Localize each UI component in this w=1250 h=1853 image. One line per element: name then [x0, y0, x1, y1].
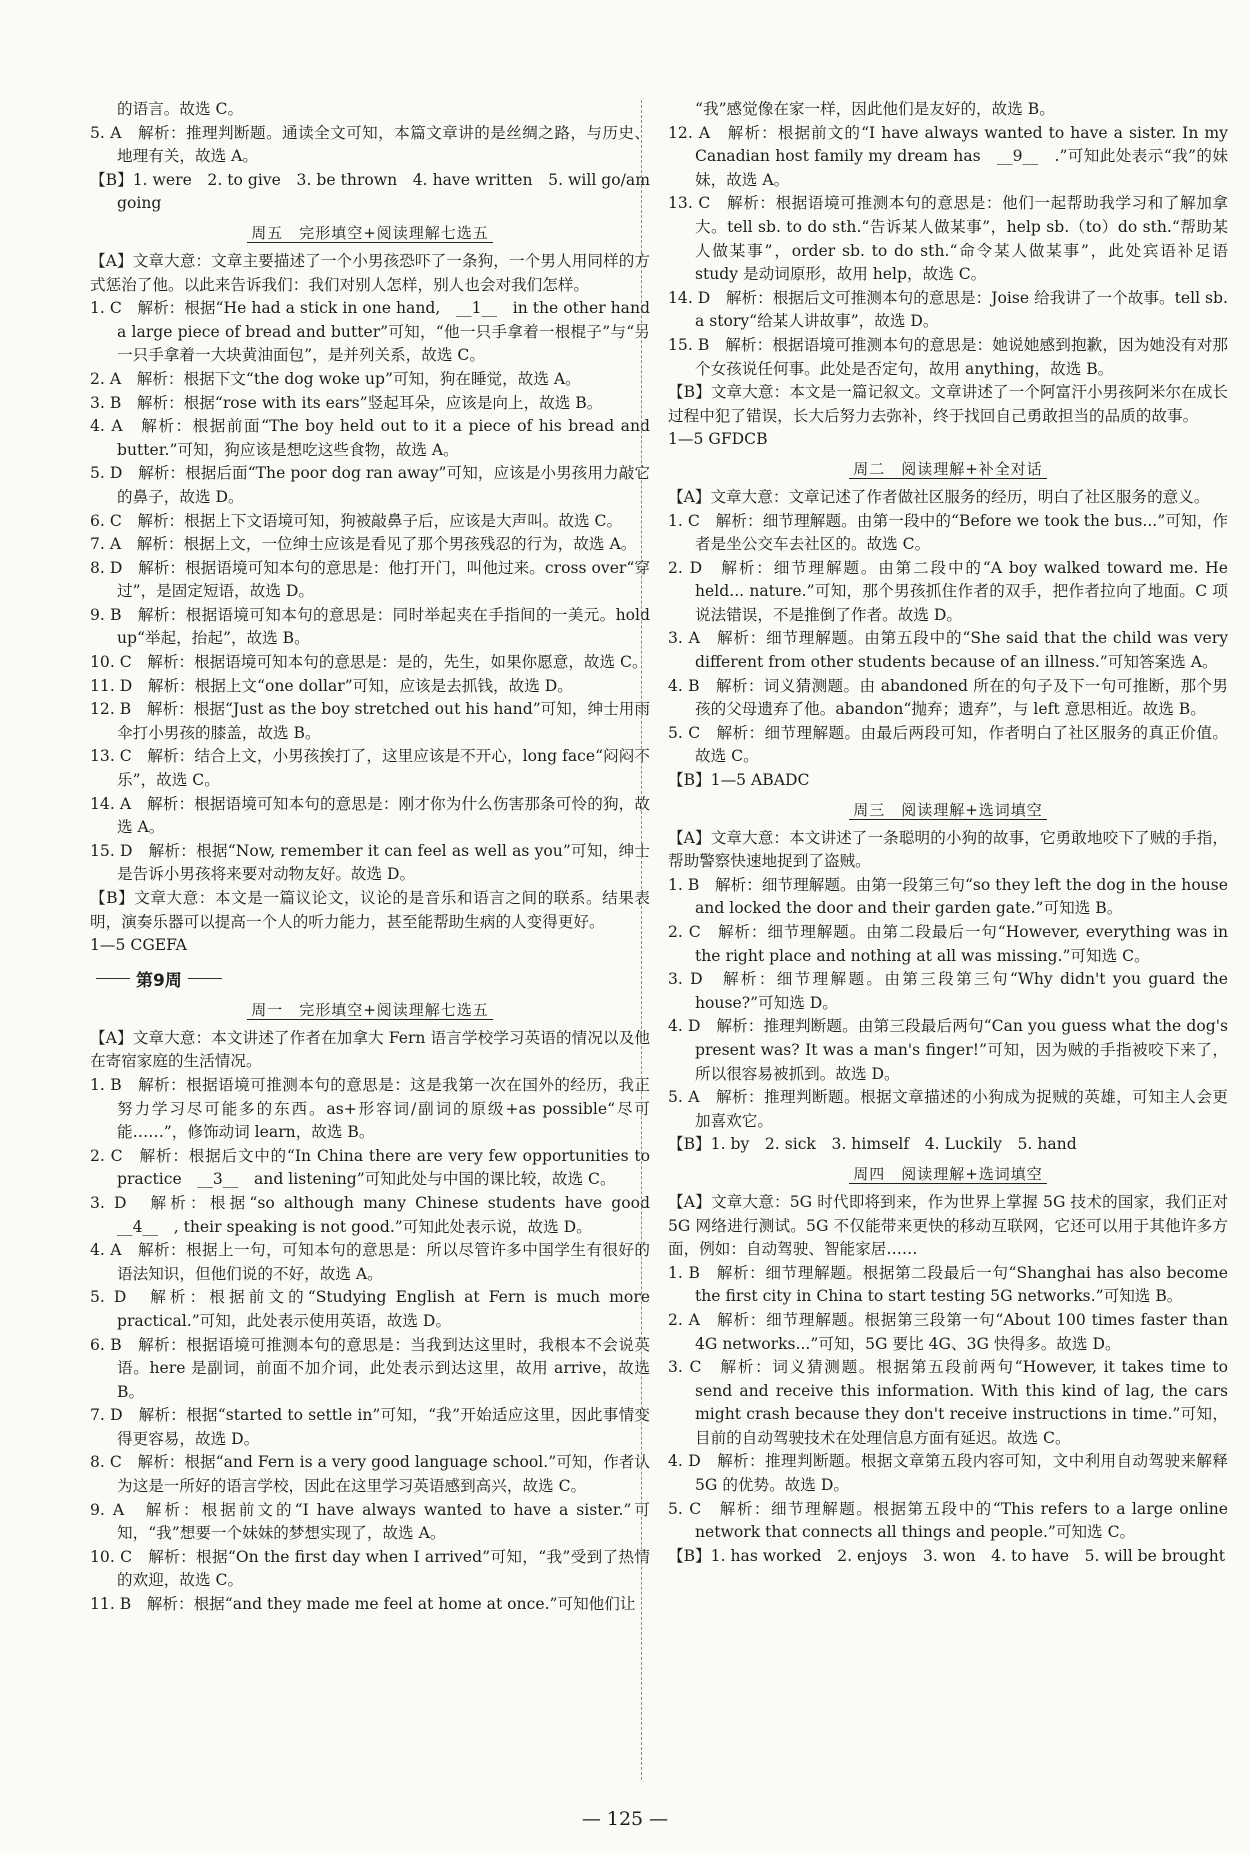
answer-section-b: 【B】1—5 ABADC: [668, 771, 810, 790]
answer-line: “我”感觉像在家一样，因此他们是友好的，故选 B。: [695, 100, 1055, 118]
section-heading: 周一 完形填空+阅读理解七选五: [90, 997, 650, 1023]
answer-item: 9. B 解析：根据语境可知本句的意思是：同时举起夹在手指间的一美元。hold up“举起，抬起”，故选 B。: [90, 605, 650, 648]
answer-item: 5. C 解析：细节理解题。由最后两段可知，作者明白了社区服务的真正价值。故选 C。: [668, 723, 1228, 766]
answer-section-b: 【B】1. were 2. to give 3. be thrown 4. have written 5. will go/am going: [90, 170, 650, 213]
section-heading: 周三 阅读理解+选词填空: [668, 797, 1228, 823]
answer-item: 4. A 解析：根据上一句，可知本句的意思是：所以尽管许多中国学生有很好的语法知识，但他们说的不好，故选 A。: [90, 1241, 650, 1283]
section-heading: 周四 阅读理解+选词填空: [668, 1161, 1228, 1187]
answer-item: 1. C 解析：根据“He had a stick in one hand, __1__ in the other hand a large piece of bread and butter”可知，“他一只手拿着一根棍子”与“另一只手拿着一大块黄油面包”，是并列关系，故选 C。: [90, 299, 650, 365]
answer-item: 10. C 解析：根据“On the first day when I arrived”可知，“我”受到了热情的欢迎，故选 C。: [90, 1547, 650, 1590]
answer-item: 1. C 解析：细节理解题。由第一段中的“Before we took the bus...”可知，作者是坐公交车去社区的。故选 C。: [668, 511, 1228, 554]
answer-section-b: 【B】1. has worked 2. enjoys 3. won 4. to have 5. will be brought: [668, 1546, 1226, 1565]
answer-item: 3. D 解析：根据“so although many Chinese students have good __4__ , their speaking is not good.”可知此处表示说，故选 D。: [90, 1193, 666, 1236]
answer-item: 1. B 解析：根据语境可推测本句的意思是：这是我第一次在国外的经历，我正努力学习尽可能多的东西。as+形容词/副词的原级+as possible“尽可能……”，修饰动词 learn，故选 B。: [90, 1075, 650, 1142]
answer-item: 4. D 解析：推理判断题。根据文章第五段内容可知，文中利用自动驾驶来解释 5G 的优势。故选 D。: [668, 1452, 1228, 1495]
answer-item: 2. C 解析：根据后文中的“In China there are very few opportunities to practice __3__ and listening”可知此处与中国的课比较，故选 C。: [90, 1146, 650, 1189]
answer-item: 2. D 解析：细节理解题。由第二段中的“A boy walked toward me. He held... nature.”可知，那个男孩抓住作者的双手，把作者拉向了地面。C 项说法错误，不是推倒了作者。故选 D。: [668, 558, 1228, 624]
answer-item: 4. D 解析：推理判断题。由第三段最后两句“Can you guess what the dog's present was? It was a man's finger!”可知，因为贼的手指被咬下来了，所以很容易被抓到。故选 D。: [668, 1017, 1228, 1083]
answer-item: 1. B 解析：细节理解题。由第一段第三句“so they left the dog in the house and locked the door and their garden gate.”可知选 B。: [668, 875, 1228, 918]
answer-item: 3. D 解析：细节理解题。由第三段第三句“Why didn't you guard the house?”可知选 D。: [668, 970, 1228, 1012]
answer-item: 5. A 解析：推理判断题。通读全文可知，本篇文章讲的是丝绸之路，与历史、地理有关，故选 A。: [90, 123, 650, 166]
page-number: — 125 —: [581, 1808, 669, 1830]
right-column: [668, 98, 1228, 1568]
summary-paragraph: 【B】文章大意：本文是一篇议论文，议论的是音乐和语言之间的联系。结果表明，演奏乐器可以提高一个人的听力能力，甚至能帮助生病的人变得更好。: [90, 889, 650, 931]
summary-paragraph: 【A】文章大意：本文讲述了作者在加拿大 Fern 语言学校学习英语的情况以及他在寄宿家庭的生活情况。: [90, 1028, 650, 1071]
week-label: 第9周: [136, 970, 182, 991]
answer-item: 6. B 解析：根据语境可推测本句的意思是：当我到达这里时，我根本不会说英语。here 是副词，前面不加介词，此处表示到达这里，故用 arrive，故选 B。: [90, 1335, 650, 1401]
answer-item: 8. C 解析：根据“and Fern is a very good language school.”可知，作者认为这是一所好的语言学校，因此在这里学习英语感到高兴，故选 C。: [90, 1453, 650, 1496]
week-heading: [90, 966, 650, 991]
answer-item: 13. C 解析：结合上文，小男孩挨打了，这里应该是不开心，long face“闷闷不乐”，故选 C。: [90, 747, 650, 790]
answer-item: 9. A 解析：根据前文的“I have always wanted to have a sister.”可知，“我”想要一个妹妹的梦想实现了，故选 A。: [90, 1500, 650, 1543]
answer-item: 14. A 解析：根据语境可知本句的意思是：刚才你为什么伤害那条可怜的狗，故选 A。: [90, 794, 650, 837]
answer-item: 2. C 解析：细节理解题。由第二段最后一句“However, everything was in the right place and nothing at all was missing.”可知选 C。: [668, 923, 1228, 965]
answer-item: 8. D 解析：根据语境可知本句的意思是：他打开门，叫他过来。cross over“穿过”，是固定短语，故选 D。: [90, 558, 650, 601]
answer-item: 1. B 解析：细节理解题。根据第二段最后一句“Shanghai has also become the first city in China to start testing 5G networks.”可知选 B。: [668, 1263, 1228, 1306]
answer-item: 2. A 解析：细节理解题。根据第三段第一句“About 100 times faster than 4G networks...”可知，5G 要比 4G、3G 快得多。故选 D。: [668, 1310, 1228, 1353]
answer-item: 5. C 解析：细节理解题。根据第五段中的“This refers to a large online network that connects all things and people.”可知选 C。: [668, 1499, 1228, 1542]
answer-item: 4. B 解析：词义猜测题。由 abandoned 所在的句子及下一句可推断，那个男孩的父母遗弃了他。abandon“抛弃；遗弃”，与 left 意思相近。故选 B。: [668, 676, 1228, 719]
answer-item: 3. C 解析：词义猜测题。根据第五段前两句“However, it takes time to send and receive this information. With this kind of lag, the cars might crash because they don't receive instructions in time.”可知，目前的自动驾驶技术在处理信息方面有延迟。故选 C。: [668, 1358, 1228, 1447]
answer-item: 11. B 解析：根据“and they made me feel at home at once.”可知他们让: [90, 1595, 636, 1614]
left-column: [90, 98, 666, 1617]
answer-item: 14. D 解析：根据后文可推测本句的意思是：Joise 给我讲了一个故事。tell sb. a story“给某人讲故事”，故选 D。: [668, 288, 1228, 331]
answer-item: 7. A 解析：根据上文，一位绅士应该是看见了那个男孩残忍的行为，故选 A。: [90, 535, 637, 554]
section-heading: 周五 完形填空+阅读理解七选五: [90, 220, 650, 246]
answer-item: 5. A 解析：推理判断题。根据文章描述的小狗成为捉贼的英雄，可知主人会更加喜欢它。: [668, 1088, 1228, 1130]
answer-item: 12. B 解析：根据“Just as the boy stretched out his hand”可知，绅士用雨伞打小男孩的膝盖，故选 B。: [90, 700, 650, 742]
answer-item: 13. C 解析：根据语境可推测本句的意思是：他们一起帮助我学习和了解加拿大。tell sb. to do sth.“告诉某人做某事”，help sb.（to）do sth.“帮助某人做某事”，order sb. to do sth.“命令某人做某事”，此处宾语补足语 study 是动词原形，故用 help，故选 C。: [668, 194, 1228, 284]
answer-item: 4. A 解析：根据前面“The boy held out to it a piece of his bread and butter.”可知，狗应该是想吃这些食物，故选 A。: [90, 417, 650, 459]
column-divider: [641, 100, 642, 1780]
answer-line: 1—5 CGEFA: [90, 936, 187, 955]
answer-item: 15. D 解析：根据“Now, remember it can feel as well as you”可知，绅士是告诉小男孩将来要对动物友好。故选 D。: [90, 841, 650, 884]
summary-paragraph: 【A】文章大意：5G 时代即将到来，作为世界上掌握 5G 技术的国家，我们正对 5G 网络进行测试。5G 不仅能带来更快的移动互联网，它还可以用于其他许多方面，例如：自动驾驶、智能家居……: [668, 1192, 1228, 1259]
dash-rule: [188, 978, 222, 979]
answer-item: 10. C 解析：根据语境可知本句的意思是：是的，先生，如果你愿意，故选 C。: [90, 653, 648, 672]
answer-item: 5. D 解析：根据后面“The poor dog ran away”可知，应该是小男孩用力敲它的鼻子，故选 D。: [90, 464, 650, 506]
summary-paragraph: 【A】文章大意：文章主要描述了一个小男孩恐吓了一条狗，一个男人用同样的方式惩治了他。以此来告诉我们：我们对别人怎样，别人也会对我们怎样。: [90, 251, 650, 294]
answer-item: 7. D 解析：根据“started to settle in”可知，“我”开始适应这里，因此事情变得更容易，故选 D。: [90, 1406, 650, 1448]
answer-line: 的语言。故选 C。: [117, 100, 244, 118]
answer-item: 12. A 解析：根据前文的“I have always wanted to have a sister. In my Canadian host family my dream has __9__ .”可知此处表示“我”的妹妹，故选 A。: [668, 123, 1228, 189]
answer-item: 6. C 解析：根据上下文语境可知，狗被敲鼻子后，应该是大声叫。故选 C。: [90, 511, 623, 530]
section-heading: 周二 阅读理解+补全对话: [668, 456, 1228, 482]
answer-item: 2. A 解析：根据下文“the dog woke up”可知，狗在睡觉，故选 A。: [90, 369, 581, 388]
answer-item: 3. B 解析：根据“rose with its ears”竖起耳朵，应该是向上，故选 B。: [90, 393, 603, 412]
dash-rule: [96, 978, 130, 979]
summary-paragraph: 【A】文章大意：文章记述了作者做社区服务的经历，明白了社区服务的意义。: [668, 487, 1210, 506]
answer-item: 3. A 解析：细节理解题。由第五段中的“She said that the child was very different from other students because of an illness.”可知答案选 A。: [668, 629, 1228, 672]
answer-item: 5. D 解析：根据前文的“Studying English at Fern is much more practical.”可知，此处表示使用英语，故选 D。: [90, 1288, 650, 1330]
answer-line: 1—5 GFDCB: [668, 430, 768, 449]
answer-section-b: 【B】1. by 2. sick 3. himself 4. Luckily 5. hand: [668, 1135, 1077, 1154]
answer-item: 11. D 解析：根据上文“one dollar”可知，应该是去抓钱，故选 D。: [90, 676, 573, 695]
summary-paragraph: 【A】文章大意：本文讲述了一条聪明的小狗的故事，它勇敢地咬下了贼的手指，帮助警察快速地捉到了盗贼。: [668, 828, 1228, 871]
summary-paragraph: 【B】文章大意：本文是一篇记叙文。文章讲述了一个阿富汗小男孩阿米尔在成长过程中犯了错误，长大后努力去弥补，终于找回自己勇敢担当的品质的故事。: [668, 383, 1228, 425]
answer-item: 15. B 解析：根据语境可推测本句的意思是：她说她感到抱歉，因为她没有对那个女孩说任何事。此处是否定句，故用 anything，故选 B。: [668, 335, 1228, 378]
